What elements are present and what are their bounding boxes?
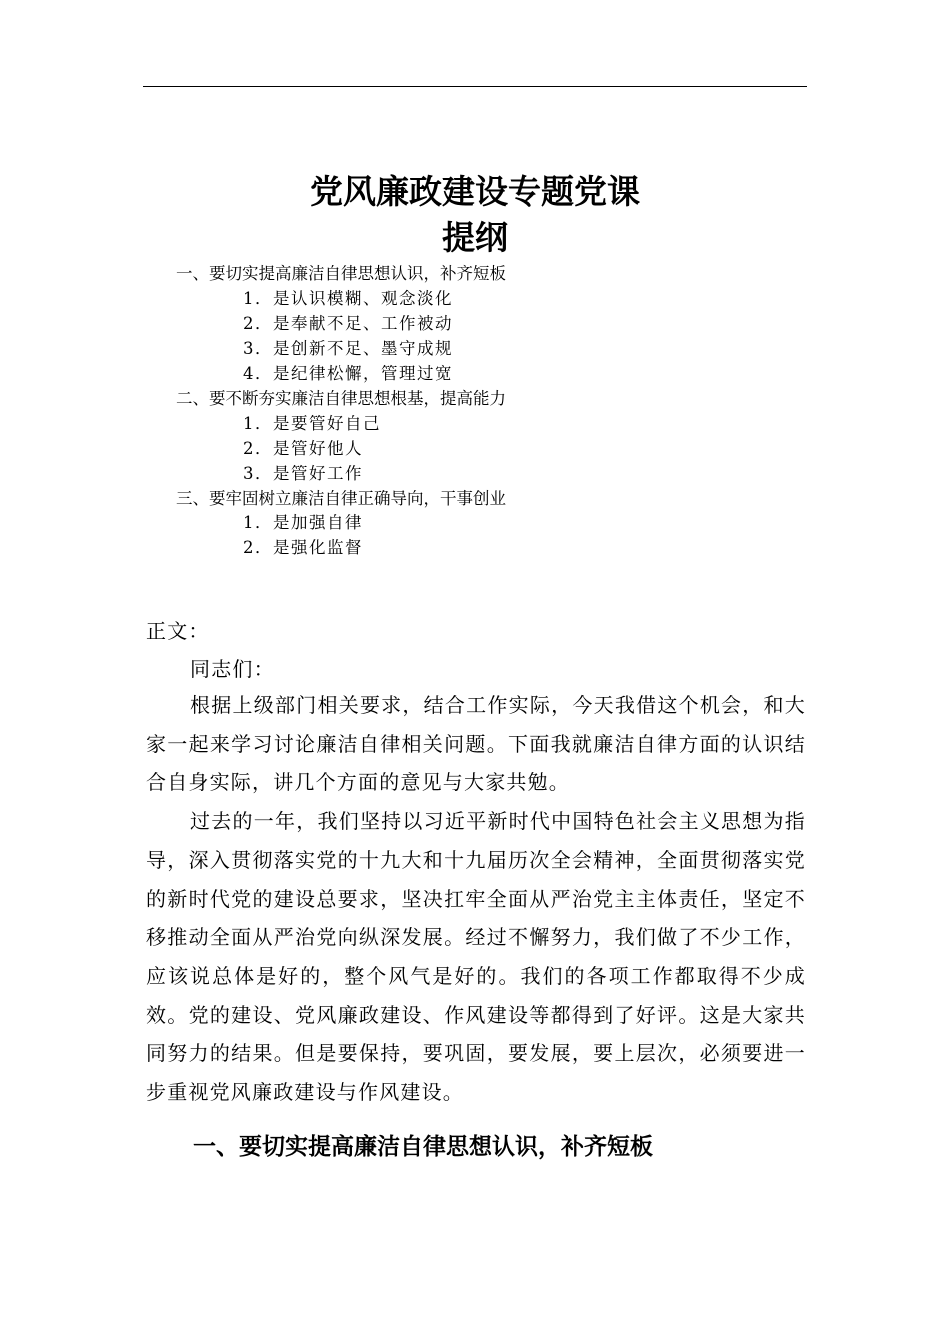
outline-item: 3．是管好工作: [243, 464, 363, 483]
outline-item: 2．是强化监督: [243, 538, 363, 557]
outline-item: 1．是加强自律: [243, 513, 363, 532]
outline-heading-1: 一、要切实提高廉洁自律思想认识，补齐短板: [176, 264, 506, 283]
outline-heading-2: 二、要不断夯实廉洁自律思想根基，提高能力: [176, 389, 506, 408]
outline-item: 2．是管好他人: [243, 439, 363, 458]
outline-item: 1．是要管好自己: [243, 414, 381, 433]
paragraph-1: 根据上级部门相关要求，结合工作实际，今天我借这个机会，和大家一起来学习讨论廉洁自律相关问题。下面我就廉洁自律方面的认识结合自身实际，讲几个方面的意见与大家共勉。: [146, 693, 806, 795]
document-title: 党风廉政建设专题党课: [310, 172, 640, 211]
outline-heading-3: 三、要牢固树立廉洁自律正确导向，干事创业: [176, 489, 506, 508]
outline-item: 1．是认识模糊、观念淡化: [243, 289, 453, 308]
header-rule: [143, 86, 807, 87]
outline-item: 2．是奉献不足、工作被动: [243, 314, 453, 333]
outline-item: 3．是创新不足、墨守成规: [243, 339, 453, 358]
body-label: 正文：: [146, 619, 210, 643]
outline-item: 4．是纪律松懈，管理过宽: [243, 364, 453, 383]
section-heading-1: 一、要切实提高廉洁自律思想认识，补齐短板: [193, 1134, 653, 1160]
body-paragraphs: [146, 686, 806, 1112]
document-subtitle: 提纲: [442, 218, 508, 257]
body-section: [146, 612, 806, 688]
paragraph-2: 过去的一年，我们坚持以习近平新时代中国特色社会主义思想为指导，深入贯彻落实党的十九大和十九届历次全会精神，全面贯彻落实党的新时代党的建设总要求，坚决扛牢全面从严治党主主体责任，坚定不移推动全面从严治党向纵深发展。经过不懈努力，我们做了不少工作，应该说总体是好的，整个风气是好的。我们的各项工作都取得不少成效。党的建设、党风廉政建设、作风建设等都得到了好评。这是大家共同努力的结果。但是要保持，要巩固，要发展，要上层次，必须要进一步重视党风廉政建设与作风建设。: [146, 809, 806, 1105]
greeting: 同志们：: [190, 657, 275, 681]
